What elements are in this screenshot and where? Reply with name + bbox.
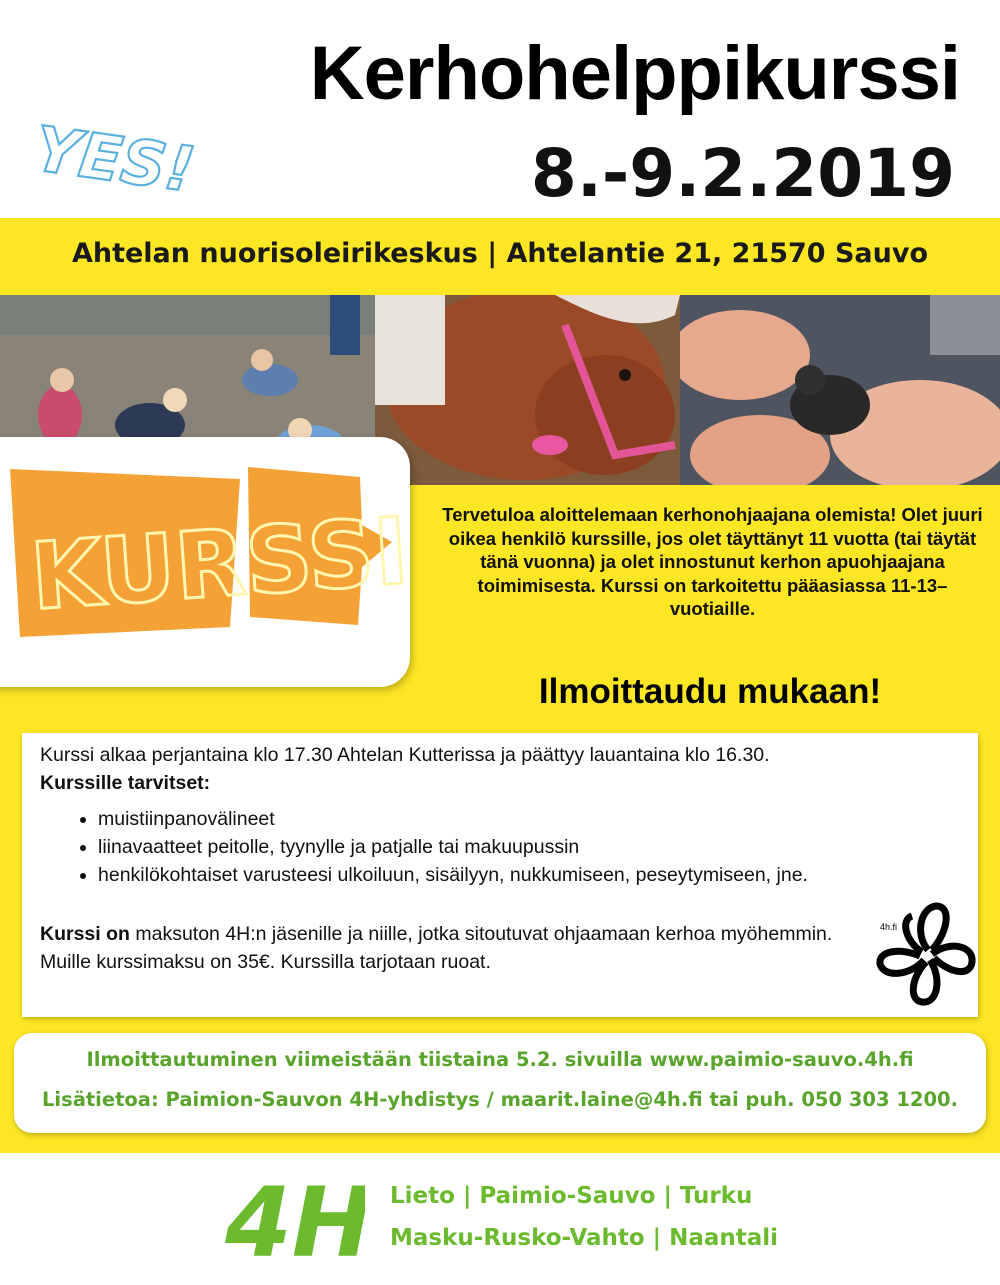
price-rest: maksuton 4H:n jäsenille ja niille, jotka sitoutuvat ohjaamaan kerhoa myöhemmin. Muille kurssimaksu on 35€. Kurssilla tarjotaan ruoat. <box>40 923 833 973</box>
price-text <box>40 920 870 976</box>
svg-text:4h.fi: 4h.fi <box>880 922 898 932</box>
pony-photo <box>375 295 680 485</box>
list-item: • henkilökohtaiset varusteesi ulkoiluun, sisäilyyn, nukkumiseen, peseytymiseen, jne. <box>98 861 808 889</box>
clubs-line-2: Masku-Rusko-Vahto | Naantali <box>390 1225 779 1251</box>
intro-text: Tervetuloa aloittelemaan kerhonohjaajana olemista! Olet juuri oikea henkilö kurssille, jos olet täyttänyt 11 vuotta (tai täytät tänä vuonna) ja olet innostunut kerhon apuohjaajana toimimisesta. Kurssi on tarkoitettu pääasiassa 11-13–vuotiaille. <box>442 504 983 619</box>
list-item: • muistiinpanovälineet <box>98 805 808 833</box>
needs-heading: Kurssille tarvitset: <box>40 772 211 794</box>
clubs-line-1: Lieto | Paimio-Sauvo | Turku <box>390 1183 753 1209</box>
chick-in-hands-photo <box>680 295 1000 485</box>
list-item: • liinavaatteet peitolle, tyynylle ja patjalle tai makuupussin <box>98 833 808 861</box>
venue-address: Ahtelan nuorisoleirikeskus | Ahtelantie 21, 21570 Sauvo <box>71 238 929 269</box>
svg-text:YES!: YES! <box>30 111 199 200</box>
poster-title: Kerhohelppikurssi <box>309 31 960 116</box>
clover-logo-icon <box>870 900 980 1015</box>
registration-deadline: Ilmoittautuminen viimeistään tiistaina 5.2. sivuilla www.paimio-sauvo.4h.fi <box>86 1048 914 1071</box>
course-date: 8.-9.2.2019 <box>530 135 955 212</box>
svg-text:KURSSI: KURSSI <box>27 497 410 631</box>
signup-call-to-action: Ilmoittaudu mukaan! <box>538 672 882 711</box>
kurssi-badge <box>0 437 410 687</box>
schedule-text: Kurssi alkaa perjantaina klo 17.30 Ahtelan Kutterissa ja päättyy lauantaina klo 16.30. <box>40 744 770 766</box>
needs-list <box>48 805 808 889</box>
price-bold: Kurssi on <box>40 923 130 945</box>
svg-text:4H: 4H <box>225 1178 365 1263</box>
yes-sticker-icon <box>30 110 200 205</box>
contact-info: Lisätietoa: Paimion-Sauvon 4H-yhdistys / maarit.laine@4h.fi tai puh. 050 303 1200. <box>41 1088 959 1111</box>
4h-logo-icon <box>225 1178 365 1268</box>
